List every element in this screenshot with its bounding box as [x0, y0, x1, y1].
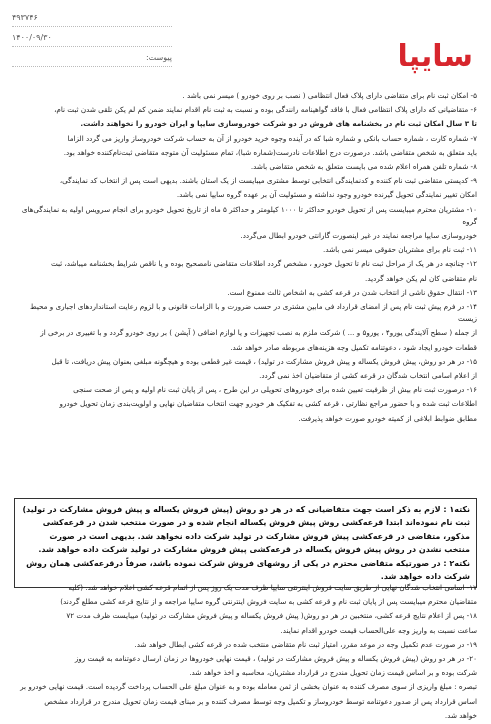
note-box — [14, 498, 477, 588]
list-item: ۱۴- در فرم پیش ثبت نام پس از امضای قرارداد فی مابین مشتری در حسب ضرورت و با الزامات قانونی و با لزوم رعایت استانداردهای اجباری و محیط زیست — [30, 302, 477, 324]
list-item: ۵- امکان ثبت نام برای متقاضی دارای پلاک فعال انتظامی ( نصب بر روی خودرو ) میسر نمی باشد . — [182, 91, 477, 100]
list-item: ۱۰- مشتریان محترم میبایست پس از تحویل خودرو حداکثر تا ۱۰۰۰ کیلومتر و حداکثر ۵ ماه از تاریخ تحویل خودرو برای انجام سرویس اولیه به نمایندگی‌های گروه — [21, 204, 477, 226]
list-item: از اعلام اسامی انتخاب شدگان در قرعه کشی از متقاضیان اخذ نمی گردد. — [259, 371, 477, 381]
list-item: ۶- متقاضیانی که دارای پلاک انتظامی فعال با فاقد گواهینامه رانندگی بوده و نسبت به ثبت نام اقدام نمایند ضمن کم لم یکن تلقی شدن ثبت نام، — [54, 105, 477, 115]
terms-list — [12, 90, 477, 427]
note-2: نکته۲ : در صورتیکه متقاضی محترم در یکی از روشهای فروش شرکت نموده باشد، صرفاً درقرعه‌کشی همان روش شرکت داده خواهد شد. — [26, 558, 470, 582]
saipa-logo — [361, 38, 473, 76]
list-item: خودروسازی سایپا مراجعه نمایند در غیر اینصورت گارانتی خودرو ابطال می‌گردد. — [240, 231, 477, 241]
logo-text: سایپا — [397, 39, 473, 74]
letter-number: ۴۹۳۷۴۶ — [12, 10, 172, 27]
list-item: تبصره : مبلغ واریزی از سوی مصرف کننده به عنوان بخشی از ثمن معامله بوده و به عنوان مبلغ علی الحساب پرداخت گردیده است. قیمت نهایی خودرو بر — [20, 682, 477, 692]
list-item: ساعت نسبت به واریز وجه علی‌الحساب قیمت خودرو اقدام نمایند. — [280, 625, 477, 635]
letter-attachment: پیوست: — [12, 50, 172, 67]
list-item: مطابق ضوابط ابلاغی از کمیته خودرو صورت خواهد پذیرفت. — [298, 413, 477, 423]
terms-list-continued — [12, 582, 477, 724]
list-item: خواهد شد. — [444, 710, 477, 720]
list-item: ۱۱- ثبت نام برای مشتریان حقوقی میسر نمی باشد. — [323, 245, 477, 255]
list-item: تا ۳ سال امکان ثبت نام در بخشنامه های فروش در دو شرکت خودروسازی سایپا و ایران خودرو را نخواهند داشت. — [80, 119, 477, 129]
list-item: قطعات خودرو ایجاد شود ، دعوتنامه تکمیل وجه هزینه‌های مربوطه صادر خواهد شد. — [230, 342, 477, 352]
list-item: ۸- شماره تلفن همراه اعلام شده می بایست متعلق به شخص متقاضی باشد. — [250, 162, 477, 172]
list-item: نام متقاضی کان لم یکن خواهد گردید. — [365, 273, 477, 283]
list-item: امکان تغییر نمایندگی تحویل گیرنده خودرو وجود نداشته و مسئولیت آن بر عهده گروه سایپا نمی باشد. — [176, 190, 477, 200]
list-item: ۱۳- انتقال حقوق ناشی از انتخاب شدن در قرعه کشی به اشخاص ثالث ممنوع است. — [227, 287, 477, 297]
list-item: ۲۰- در هر دو روش (پیش فروش یکساله و پیش فروش مشارکت در تولید) ، قیمت نهایی خودروها در زمان ارسال دعوتنامه به قیمت روز — [74, 654, 477, 664]
note-1: نکته۱ : لازم به ذکر است جهت متقاضیانی که در هر دو روش (پیش فروش یکساله و پیش فروش مشارکت در تولید) ثبت نام نموده‌اند ابتدا قرعه‌کشی روش پیش فروش یکساله انجام شده و در صورت منتخب شدن در قرعه‌کشی مذکور، متقاضی در قرعه‌کشی پیش فروش مشارکت در تولید شرکت داده نخواهد شد. بدیهی است در صورت منتخب نشدن در روش پیش فروش یکساله در قرعه‌کشی پیش فروش مشارکت در تولید شرکت داده خواهد شد. — [22, 505, 470, 555]
list-item: ۷- شماره کارت ، شماره حساب بانکی و شماره شبا که در آینده وجوه خرید خودرو از آن به حساب شرکت خودروساز واریز می گردد الزاما — [67, 133, 477, 143]
list-item: اطلاعات ثبت شده و با حضور مراجع نظارتی ، قرعه کشی به تفکیک هر خودرو جهت انتخاب متقاضیان نهایی و اولویت‌بندی زمان تحویل خودرو — [59, 399, 477, 409]
list-item: ۱۷- اسامی انتخاب شدگان نهایی از طریق سایت فروش اینترنتی سایپا ظرف مدت یک روز پس از اتمام قرعه کشی اعلام خواهد شد. (کلیه — [68, 583, 477, 592]
list-item: ۹- کدپستی متقاضی ثبت نام کننده و کدنمایندگی انتخابی توسط مشتری میبایست از یک استان باشند. بدیهی است پس از انتخاب کد نمایندگی، — [59, 176, 477, 186]
letter-date: ۱۴۰۰/۰۹/۳۰ — [12, 30, 172, 47]
list-item: ۱۲- چنانچه در هر یک از مراحل ثبت نام تا تحویل خودرو ، مشخص گردد اطلاعات متقاضی نامصحیح بوده و یا ناقص شرایط بخشنامه میباشد، ثبت — [50, 259, 477, 269]
list-item: شرکت بوده و بر اساس قیمت زمان تحویل مندرج در قرارداد مشتریان، محاسبه و اخذ خواهد شد. — [189, 668, 477, 678]
header-meta — [12, 10, 172, 70]
list-item: ۱۸- پس از اعلام نتایج قرعه کشی، منتخبین در هر دو روش( پیش فروش یکساله و پیش فروش مشارکت در تولید) میبایست ظرف مدت ۷۲ — [66, 611, 477, 621]
list-item: اساس قرارداد پس از صدور دعوتنامه توسط خودروساز و تکمیل وجه توسط مصرف کننده و بر مبنای قیمت زمان تحویل مندرج در قرارداد مشخص — [44, 696, 477, 706]
list-item: ۱۹- در صورت عدم تکمیل وجه در موعد مقرر، امتیاز ثبت نام متقاضی منتخب شده در قرعه کشی ابطال خواهد شد. — [134, 639, 477, 649]
list-item: ۱۶- درصورت ثبت نام بیش از ظرفیت تعیین شده برای خودروهای تحویلی در این طرح ، پس از پایان ثبت نام اولیه و پس از صحت سنجی — [73, 385, 477, 395]
list-item: ۱۵- در هر دو روش، پیش فروش یکساله و پیش فروش مشارکت در تولید) ، قیمت غیر قطعی بوده و هیچگونه مبلغی بعنوان پیش دریافت، تا قبل — [51, 356, 477, 366]
list-item: باید متعلق به شخص متقاضی باشد. درصورت درج اطلاعات نادرست(شماره شبا)، تمام مسئولیت آن متوجه متقاضی ثبت‌نام‌کننده خواهد بود. — [63, 147, 477, 157]
list-item: از جمله ( سطح آلایندگی یورو۴ ، یورو۵ و ... ) شرکت ملزم به نصب تجهیزات و یا لوازم اضافی ( آپشن ) بر روی خودرو گردد و با تغییری در برخی از — [40, 328, 477, 338]
list-item: متقاضیان محترم میبایست پس از پایان ثبت نام و قرعه کشی به سایت فروش اینترنتی گروه سایپا مراجعه و از نتایج قرعه کشی مطلع گردند) — [60, 597, 477, 607]
